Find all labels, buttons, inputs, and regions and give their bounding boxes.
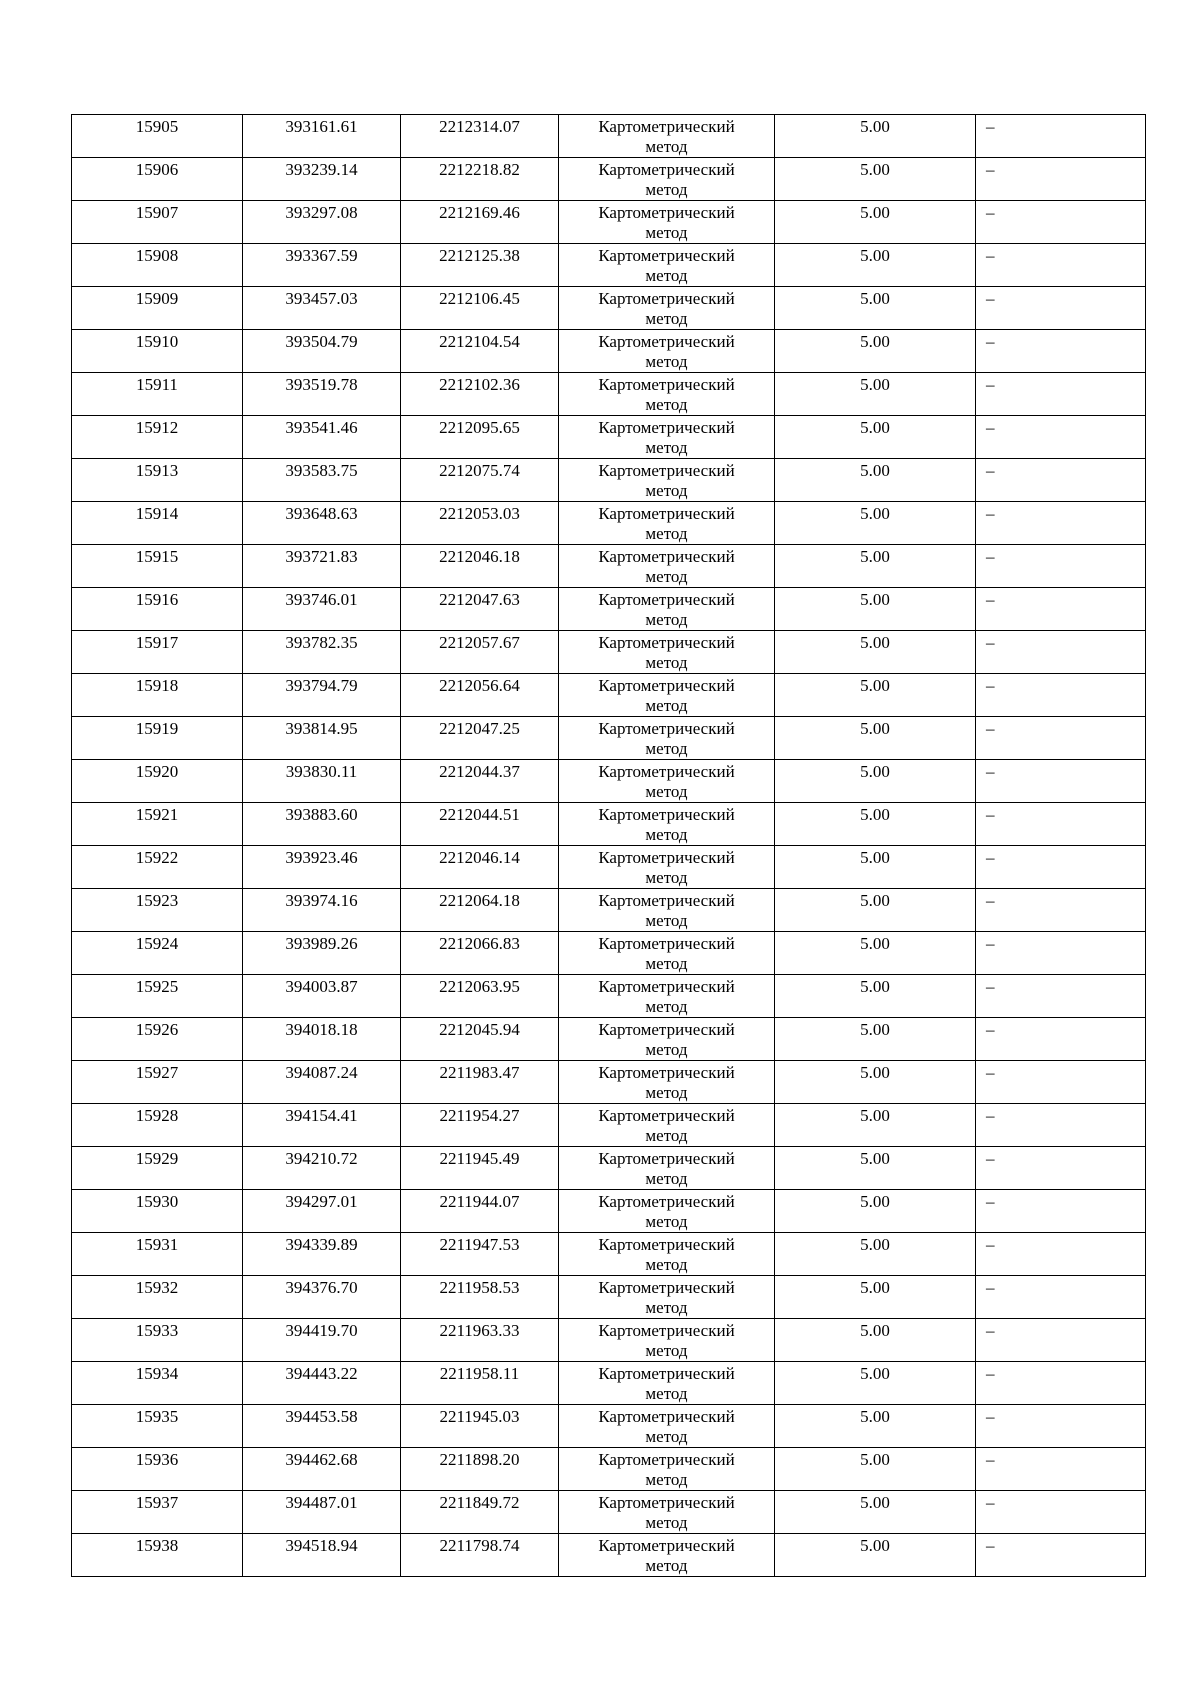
table-row — [72, 1448, 1146, 1491]
note-cell: – — [976, 846, 1146, 889]
method-cell — [559, 1319, 775, 1362]
method-text: Картометрический метод — [598, 934, 735, 973]
y-coordinate-cell: 2211963.33 — [401, 1319, 559, 1362]
x-coordinate-cell: 393830.11 — [243, 760, 401, 803]
method-text: Картометрический метод — [598, 1450, 735, 1489]
accuracy-cell: 5.00 — [775, 1491, 976, 1534]
point-number-cell: 15933 — [72, 1319, 243, 1362]
point-number-cell: 15929 — [72, 1147, 243, 1190]
table-row — [72, 889, 1146, 932]
method-text: Картометрический метод — [598, 848, 735, 887]
accuracy-cell: 5.00 — [775, 1104, 976, 1147]
table-row — [72, 158, 1146, 201]
accuracy-cell: 5.00 — [775, 115, 976, 158]
x-coordinate-cell: 393974.16 — [243, 889, 401, 932]
accuracy-cell: 5.00 — [775, 1190, 976, 1233]
note-cell: – — [976, 1061, 1146, 1104]
x-coordinate-cell: 394154.41 — [243, 1104, 401, 1147]
accuracy-cell: 5.00 — [775, 459, 976, 502]
method-cell — [559, 287, 775, 330]
y-coordinate-cell: 2212314.07 — [401, 115, 559, 158]
y-coordinate-cell: 2211958.53 — [401, 1276, 559, 1319]
table-row — [72, 1405, 1146, 1448]
method-cell — [559, 1104, 775, 1147]
note-cell: – — [976, 1491, 1146, 1534]
note-cell: – — [976, 459, 1146, 502]
accuracy-cell: 5.00 — [775, 1018, 976, 1061]
y-coordinate-cell: 2212044.51 — [401, 803, 559, 846]
note-cell: – — [976, 975, 1146, 1018]
x-coordinate-cell: 393721.83 — [243, 545, 401, 588]
method-cell — [559, 244, 775, 287]
accuracy-cell: 5.00 — [775, 1276, 976, 1319]
method-cell — [559, 1276, 775, 1319]
accuracy-cell: 5.00 — [775, 244, 976, 287]
note-cell: – — [976, 1147, 1146, 1190]
x-coordinate-cell: 393794.79 — [243, 674, 401, 717]
point-number-cell: 15915 — [72, 545, 243, 588]
table-row — [72, 717, 1146, 760]
method-cell — [559, 760, 775, 803]
point-number-cell: 15916 — [72, 588, 243, 631]
method-text: Картометрический метод — [598, 590, 735, 629]
table-row — [72, 459, 1146, 502]
point-number-cell: 15917 — [72, 631, 243, 674]
accuracy-cell: 5.00 — [775, 373, 976, 416]
method-text: Картометрический метод — [598, 1192, 735, 1231]
method-cell — [559, 1147, 775, 1190]
accuracy-cell: 5.00 — [775, 975, 976, 1018]
method-cell — [559, 373, 775, 416]
x-coordinate-cell: 394453.58 — [243, 1405, 401, 1448]
x-coordinate-cell: 393814.95 — [243, 717, 401, 760]
accuracy-cell: 5.00 — [775, 1319, 976, 1362]
accuracy-cell: 5.00 — [775, 158, 976, 201]
accuracy-cell: 5.00 — [775, 287, 976, 330]
note-cell: – — [976, 373, 1146, 416]
accuracy-cell: 5.00 — [775, 201, 976, 244]
y-coordinate-cell: 2211954.27 — [401, 1104, 559, 1147]
note-cell: – — [976, 1104, 1146, 1147]
table-row — [72, 1190, 1146, 1233]
x-coordinate-cell: 393648.63 — [243, 502, 401, 545]
accuracy-cell: 5.00 — [775, 1362, 976, 1405]
accuracy-cell: 5.00 — [775, 545, 976, 588]
table-row — [72, 545, 1146, 588]
point-number-cell: 15926 — [72, 1018, 243, 1061]
x-coordinate-cell: 394518.94 — [243, 1534, 401, 1577]
table-row — [72, 674, 1146, 717]
x-coordinate-cell: 394487.01 — [243, 1491, 401, 1534]
method-text: Картометрический метод — [598, 160, 735, 199]
point-number-cell: 15922 — [72, 846, 243, 889]
method-text: Картометрический метод — [598, 504, 735, 543]
table-row — [72, 1233, 1146, 1276]
point-number-cell: 15931 — [72, 1233, 243, 1276]
accuracy-cell: 5.00 — [775, 1147, 976, 1190]
y-coordinate-cell: 2212104.54 — [401, 330, 559, 373]
table-row — [72, 330, 1146, 373]
method-cell — [559, 932, 775, 975]
method-cell — [559, 1405, 775, 1448]
y-coordinate-cell: 2212045.94 — [401, 1018, 559, 1061]
note-cell: – — [976, 889, 1146, 932]
accuracy-cell: 5.00 — [775, 330, 976, 373]
method-cell — [559, 115, 775, 158]
x-coordinate-cell: 394018.18 — [243, 1018, 401, 1061]
method-text: Картометрический метод — [598, 289, 735, 328]
accuracy-cell: 5.00 — [775, 889, 976, 932]
method-text: Картометрический метод — [598, 332, 735, 371]
point-number-cell: 15923 — [72, 889, 243, 932]
y-coordinate-cell: 2211798.74 — [401, 1534, 559, 1577]
point-number-cell: 15906 — [72, 158, 243, 201]
accuracy-cell: 5.00 — [775, 1448, 976, 1491]
x-coordinate-cell: 393297.08 — [243, 201, 401, 244]
method-text: Картометрический метод — [598, 1149, 735, 1188]
method-text: Картометрический метод — [598, 1106, 735, 1145]
table-row — [72, 932, 1146, 975]
method-cell — [559, 975, 775, 1018]
y-coordinate-cell: 2211849.72 — [401, 1491, 559, 1534]
x-coordinate-cell: 394297.01 — [243, 1190, 401, 1233]
x-coordinate-cell: 393239.14 — [243, 158, 401, 201]
method-text: Картометрический метод — [598, 1321, 735, 1360]
x-coordinate-cell: 394210.72 — [243, 1147, 401, 1190]
method-cell — [559, 588, 775, 631]
y-coordinate-cell: 2212046.18 — [401, 545, 559, 588]
method-cell — [559, 1534, 775, 1577]
method-text: Картометрический метод — [598, 246, 735, 285]
x-coordinate-cell: 393923.46 — [243, 846, 401, 889]
note-cell: – — [976, 588, 1146, 631]
x-coordinate-cell: 393457.03 — [243, 287, 401, 330]
note-cell: – — [976, 201, 1146, 244]
table-row — [72, 1104, 1146, 1147]
point-number-cell: 15909 — [72, 287, 243, 330]
x-coordinate-cell: 394339.89 — [243, 1233, 401, 1276]
x-coordinate-cell: 393541.46 — [243, 416, 401, 459]
y-coordinate-cell: 2212102.36 — [401, 373, 559, 416]
x-coordinate-cell: 393583.75 — [243, 459, 401, 502]
point-number-cell: 15927 — [72, 1061, 243, 1104]
method-cell — [559, 1190, 775, 1233]
accuracy-cell: 5.00 — [775, 631, 976, 674]
y-coordinate-cell: 2212095.65 — [401, 416, 559, 459]
method-cell — [559, 330, 775, 373]
accuracy-cell: 5.00 — [775, 502, 976, 545]
point-number-cell: 15921 — [72, 803, 243, 846]
note-cell: – — [976, 760, 1146, 803]
method-text: Картометрический метод — [598, 1407, 735, 1446]
method-cell — [559, 201, 775, 244]
method-text: Картометрический метод — [598, 676, 735, 715]
table-row — [72, 1276, 1146, 1319]
table-row — [72, 244, 1146, 287]
method-cell — [559, 545, 775, 588]
accuracy-cell: 5.00 — [775, 416, 976, 459]
point-number-cell: 15912 — [72, 416, 243, 459]
y-coordinate-cell: 2211898.20 — [401, 1448, 559, 1491]
method-cell — [559, 158, 775, 201]
y-coordinate-cell: 2212075.74 — [401, 459, 559, 502]
method-cell — [559, 717, 775, 760]
table-row — [72, 803, 1146, 846]
y-coordinate-cell: 2212063.95 — [401, 975, 559, 1018]
method-text: Картометрический метод — [598, 1493, 735, 1532]
coordinates-table — [71, 114, 1146, 1577]
accuracy-cell: 5.00 — [775, 1233, 976, 1276]
table-row — [72, 287, 1146, 330]
method-text: Картометрический метод — [598, 203, 735, 242]
table-row — [72, 502, 1146, 545]
point-number-cell: 15913 — [72, 459, 243, 502]
y-coordinate-cell: 2212056.64 — [401, 674, 559, 717]
method-text: Картометрический метод — [598, 1536, 735, 1575]
method-text: Картометрический метод — [598, 805, 735, 844]
table-row — [72, 588, 1146, 631]
point-number-cell: 15919 — [72, 717, 243, 760]
method-cell — [559, 674, 775, 717]
method-text: Картометрический метод — [598, 891, 735, 930]
note-cell: – — [976, 158, 1146, 201]
point-number-cell: 15938 — [72, 1534, 243, 1577]
y-coordinate-cell: 2212169.46 — [401, 201, 559, 244]
x-coordinate-cell: 394003.87 — [243, 975, 401, 1018]
table-row — [72, 1491, 1146, 1534]
x-coordinate-cell: 394443.22 — [243, 1362, 401, 1405]
method-text: Картометрический метод — [598, 1364, 735, 1403]
table-row — [72, 760, 1146, 803]
y-coordinate-cell: 2212066.83 — [401, 932, 559, 975]
point-number-cell: 15934 — [72, 1362, 243, 1405]
note-cell: – — [976, 545, 1146, 588]
y-coordinate-cell: 2212106.45 — [401, 287, 559, 330]
note-cell: – — [976, 244, 1146, 287]
y-coordinate-cell: 2212047.25 — [401, 717, 559, 760]
point-number-cell: 15914 — [72, 502, 243, 545]
table-row — [72, 1319, 1146, 1362]
note-cell: – — [976, 1276, 1146, 1319]
y-coordinate-cell: 2212046.14 — [401, 846, 559, 889]
method-text: Картометрический метод — [598, 633, 735, 672]
note-cell: – — [976, 1534, 1146, 1577]
x-coordinate-cell: 393367.59 — [243, 244, 401, 287]
method-text: Картометрический метод — [598, 1020, 735, 1059]
x-coordinate-cell: 393519.78 — [243, 373, 401, 416]
accuracy-cell: 5.00 — [775, 674, 976, 717]
x-coordinate-cell: 393746.01 — [243, 588, 401, 631]
accuracy-cell: 5.00 — [775, 932, 976, 975]
note-cell: – — [976, 1362, 1146, 1405]
point-number-cell: 15930 — [72, 1190, 243, 1233]
method-cell — [559, 1491, 775, 1534]
note-cell: – — [976, 115, 1146, 158]
x-coordinate-cell: 394419.70 — [243, 1319, 401, 1362]
table-row — [72, 1018, 1146, 1061]
x-coordinate-cell: 393161.61 — [243, 115, 401, 158]
method-text: Картометрический метод — [598, 719, 735, 758]
method-text: Картометрический метод — [598, 418, 735, 457]
y-coordinate-cell: 2212044.37 — [401, 760, 559, 803]
y-coordinate-cell: 2212053.03 — [401, 502, 559, 545]
table-row — [72, 1362, 1146, 1405]
note-cell: – — [976, 932, 1146, 975]
method-cell — [559, 1448, 775, 1491]
method-text: Картометрический метод — [598, 1235, 735, 1274]
accuracy-cell: 5.00 — [775, 1405, 976, 1448]
point-number-cell: 15911 — [72, 373, 243, 416]
method-cell — [559, 631, 775, 674]
y-coordinate-cell: 2212047.63 — [401, 588, 559, 631]
x-coordinate-cell: 394462.68 — [243, 1448, 401, 1491]
note-cell: – — [976, 1405, 1146, 1448]
table-row — [72, 416, 1146, 459]
note-cell: – — [976, 1018, 1146, 1061]
point-number-cell: 15907 — [72, 201, 243, 244]
note-cell: – — [976, 287, 1146, 330]
accuracy-cell: 5.00 — [775, 760, 976, 803]
y-coordinate-cell: 2211983.47 — [401, 1061, 559, 1104]
point-number-cell: 15910 — [72, 330, 243, 373]
table-row — [72, 631, 1146, 674]
document-page — [71, 114, 1145, 1577]
note-cell: – — [976, 502, 1146, 545]
point-number-cell: 15920 — [72, 760, 243, 803]
y-coordinate-cell: 2212057.67 — [401, 631, 559, 674]
y-coordinate-cell: 2212125.38 — [401, 244, 559, 287]
accuracy-cell: 5.00 — [775, 803, 976, 846]
table-row — [72, 1534, 1146, 1577]
method-text: Картометрический метод — [598, 977, 735, 1016]
method-cell — [559, 502, 775, 545]
x-coordinate-cell: 394376.70 — [243, 1276, 401, 1319]
note-cell: – — [976, 1233, 1146, 1276]
coordinates-table-body — [72, 115, 1146, 1577]
x-coordinate-cell: 393782.35 — [243, 631, 401, 674]
point-number-cell: 15918 — [72, 674, 243, 717]
method-text: Картометрический метод — [598, 762, 735, 801]
note-cell: – — [976, 717, 1146, 760]
point-number-cell: 15925 — [72, 975, 243, 1018]
method-text: Картометрический метод — [598, 375, 735, 414]
method-cell — [559, 1018, 775, 1061]
point-number-cell: 15937 — [72, 1491, 243, 1534]
table-row — [72, 373, 1146, 416]
x-coordinate-cell: 393883.60 — [243, 803, 401, 846]
method-cell — [559, 416, 775, 459]
point-number-cell: 15928 — [72, 1104, 243, 1147]
x-coordinate-cell: 393504.79 — [243, 330, 401, 373]
point-number-cell: 15932 — [72, 1276, 243, 1319]
point-number-cell: 15924 — [72, 932, 243, 975]
note-cell: – — [976, 1190, 1146, 1233]
method-cell — [559, 803, 775, 846]
method-text: Картометрический метод — [598, 117, 735, 156]
y-coordinate-cell: 2211958.11 — [401, 1362, 559, 1405]
method-text: Картометрический метод — [598, 547, 735, 586]
y-coordinate-cell: 2211945.49 — [401, 1147, 559, 1190]
point-number-cell: 15908 — [72, 244, 243, 287]
table-row — [72, 975, 1146, 1018]
table-row — [72, 846, 1146, 889]
table-row — [72, 115, 1146, 158]
accuracy-cell: 5.00 — [775, 717, 976, 760]
note-cell: – — [976, 416, 1146, 459]
method-text: Картометрический метод — [598, 1278, 735, 1317]
y-coordinate-cell: 2211947.53 — [401, 1233, 559, 1276]
y-coordinate-cell: 2212064.18 — [401, 889, 559, 932]
point-number-cell: 15936 — [72, 1448, 243, 1491]
x-coordinate-cell: 393989.26 — [243, 932, 401, 975]
accuracy-cell: 5.00 — [775, 1061, 976, 1104]
method-cell — [559, 889, 775, 932]
accuracy-cell: 5.00 — [775, 846, 976, 889]
point-number-cell: 15905 — [72, 115, 243, 158]
note-cell: – — [976, 330, 1146, 373]
method-text: Картометрический метод — [598, 461, 735, 500]
note-cell: – — [976, 1448, 1146, 1491]
method-cell — [559, 1061, 775, 1104]
table-row — [72, 201, 1146, 244]
y-coordinate-cell: 2211945.03 — [401, 1405, 559, 1448]
method-cell — [559, 1362, 775, 1405]
y-coordinate-cell: 2211944.07 — [401, 1190, 559, 1233]
note-cell: – — [976, 1319, 1146, 1362]
table-row — [72, 1147, 1146, 1190]
y-coordinate-cell: 2212218.82 — [401, 158, 559, 201]
accuracy-cell: 5.00 — [775, 1534, 976, 1577]
method-cell — [559, 459, 775, 502]
method-text: Картометрический метод — [598, 1063, 735, 1102]
table-row — [72, 1061, 1146, 1104]
point-number-cell: 15935 — [72, 1405, 243, 1448]
note-cell: – — [976, 631, 1146, 674]
note-cell: – — [976, 803, 1146, 846]
note-cell: – — [976, 674, 1146, 717]
accuracy-cell: 5.00 — [775, 588, 976, 631]
x-coordinate-cell: 394087.24 — [243, 1061, 401, 1104]
method-cell — [559, 846, 775, 889]
method-cell — [559, 1233, 775, 1276]
